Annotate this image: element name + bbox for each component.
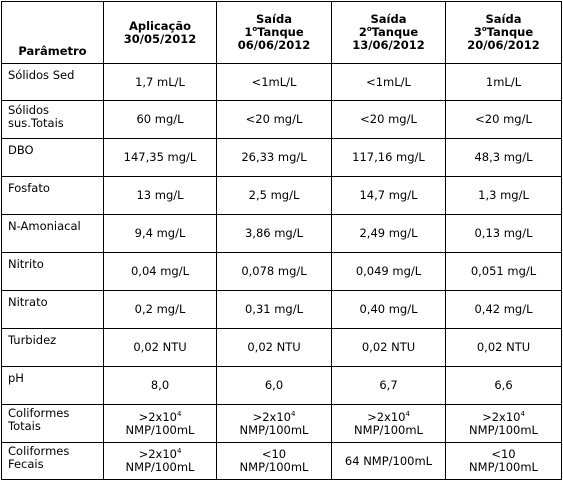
table-cell: 0,04 mg/L xyxy=(104,253,217,291)
table-row xyxy=(2,139,562,177)
table-cell: $>2x10^4$ NMP/100mL xyxy=(217,405,332,443)
row-label: Turbidez xyxy=(2,329,104,367)
table-cell: 1mL/L xyxy=(446,64,562,101)
table-row xyxy=(2,443,562,480)
table-cell: <1mL/L xyxy=(332,64,446,101)
row-label: Sólidos Sed xyxy=(2,64,104,101)
table-cell: 26,33 mg/L xyxy=(217,139,332,177)
table-cell: 0,31 mg/L xyxy=(217,291,332,329)
table-cell: 2,49 mg/L xyxy=(332,215,446,253)
table-row xyxy=(2,64,562,101)
col-header-line1: Saída xyxy=(256,12,292,26)
table-cell: 64 NMP/100mL xyxy=(332,443,446,480)
col-header-tank1 xyxy=(217,2,332,64)
table-cell: <20 mg/L xyxy=(217,101,332,139)
table-cell: 2,5 mg/L xyxy=(217,177,332,215)
table-cell: $>2x10^4$ NMP/100mL xyxy=(104,443,217,480)
parameters-table xyxy=(1,1,562,480)
table-cell: 0,02 NTU xyxy=(332,329,446,367)
table-cell: $>2x10^4$ NMP/100mL xyxy=(446,405,562,443)
row-label: Coliformes Fecais xyxy=(2,443,104,480)
col-header-date: 30/05/2012 xyxy=(123,31,197,46)
table-row xyxy=(2,367,562,405)
table-cell: <10 NMP/100mL xyxy=(446,443,562,480)
col-header-line1: Saída xyxy=(485,12,522,26)
row-label: N-Amoniacal xyxy=(2,215,104,253)
row-label: Nitrato xyxy=(2,291,104,329)
col-header-date: 20/06/2012 xyxy=(467,38,540,52)
table-row xyxy=(2,253,562,291)
table-cell: 8,0 xyxy=(104,367,217,405)
table-row xyxy=(2,177,562,215)
table-cell: 60 mg/L xyxy=(104,101,217,139)
table-cell: 0,051 mg/L xyxy=(446,253,562,291)
table-row xyxy=(2,405,562,443)
table-cell: 147,35 mg/L xyxy=(104,139,217,177)
table-cell: 9,4 mg/L xyxy=(104,215,217,253)
col-header-line1: Saída xyxy=(370,12,407,26)
table-row xyxy=(2,329,562,367)
col-header-tank-line: 2$^o$Tanque xyxy=(358,25,419,39)
table-cell: 0,42 mg/L xyxy=(446,291,562,329)
table-cell: 0,02 NTU xyxy=(217,329,332,367)
table-cell: 1,3 mg/L xyxy=(446,177,562,215)
row-label: Fosfato xyxy=(2,177,104,215)
col-header-tank3 xyxy=(446,2,562,64)
table-cell: 117,16 mg/L xyxy=(332,139,446,177)
row-label: pH xyxy=(2,367,104,405)
table-cell: 0,078 mg/L xyxy=(217,253,332,291)
row-label: Nitrito xyxy=(2,253,104,291)
table-cell: 0,02 NTU xyxy=(104,329,217,367)
table-row xyxy=(2,101,562,139)
table-row xyxy=(2,215,562,253)
param-header: Parâmetro xyxy=(2,2,104,64)
table-cell: 48,3 mg/L xyxy=(446,139,562,177)
table-cell: <1mL/L xyxy=(217,64,332,101)
table-cell: 13 mg/L xyxy=(104,177,217,215)
table-row xyxy=(2,291,562,329)
table-cell: 0,13 mg/L xyxy=(446,215,562,253)
table-cell: 6,6 xyxy=(446,367,562,405)
col-header-application xyxy=(104,2,217,64)
col-header-date: 13/06/2012 xyxy=(352,38,425,52)
col-header-tank-line: 3$^o$Tanque xyxy=(473,25,534,39)
table-cell: 0,40 mg/L xyxy=(332,291,446,329)
table-cell: <20 mg/L xyxy=(332,101,446,139)
row-label: Coliformes Totais xyxy=(2,405,104,443)
table-cell: 6,0 xyxy=(217,367,332,405)
col-header-tank2 xyxy=(332,2,446,64)
row-label: Sólidos sus.Totais xyxy=(2,101,104,139)
col-header-date: 06/06/2012 xyxy=(237,38,311,52)
table-cell: $>2x10^4$ NMP/100mL xyxy=(104,405,217,443)
table-cell: 0,02 NTU xyxy=(446,329,562,367)
header-row xyxy=(2,2,562,64)
table-cell: 6,7 xyxy=(332,367,446,405)
table-cell: 0,049 mg/L xyxy=(332,253,446,291)
col-header-line1: Aplicação xyxy=(128,18,192,33)
table-cell: <10 NMP/100mL xyxy=(217,443,332,480)
table-cell: 1,7 mL/L xyxy=(104,64,217,101)
table-cell: 0,2 mg/L xyxy=(104,291,217,329)
row-label: DBO xyxy=(2,139,104,177)
table-cell: 14,7 mg/L xyxy=(332,177,446,215)
col-header-tank-line: 1$^o$Tanque xyxy=(244,25,304,39)
table-cell: $>2x10^4$ NMP/100mL xyxy=(332,405,446,443)
table-cell: 3,86 mg/L xyxy=(217,215,332,253)
table-cell: <20 mg/L xyxy=(446,101,562,139)
